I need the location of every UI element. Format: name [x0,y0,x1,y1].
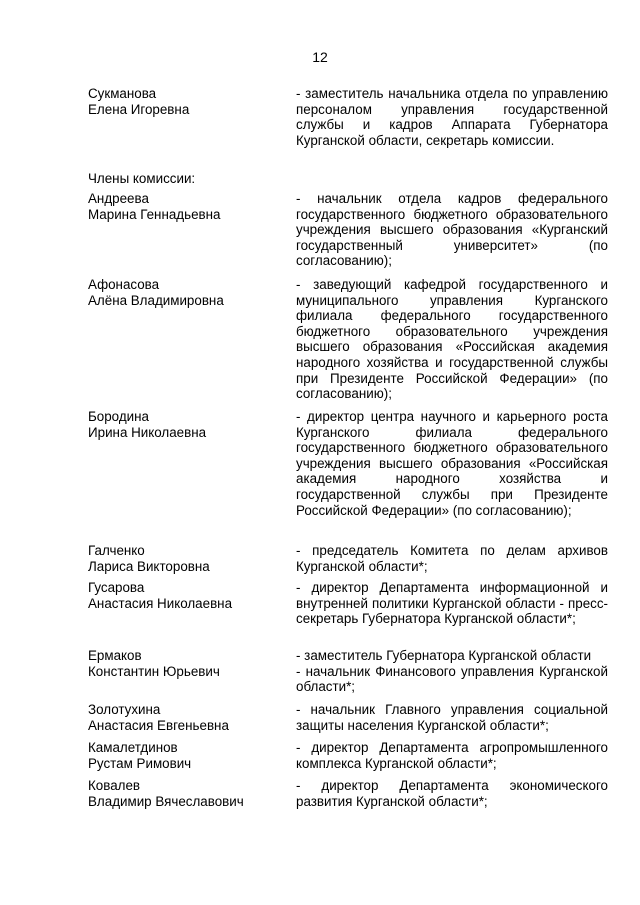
member-surname: Сукманова [88,86,157,101]
member-name [88,277,288,308]
member-role [296,277,608,402]
member-role [296,580,608,627]
member-name [88,86,288,117]
member-given-name: Рустам Римович [88,755,192,771]
member-given-name: Лариса Викторовна [88,558,210,574]
member-given-name: Константин Юрьевич [88,663,220,679]
member-surname: Камалетдинов [88,740,178,755]
member-role-line: - заведующий кафедрой государственного и муниципального управления Курганского филиала федерального государственного бюджетного образовательного учреждения высшего образования «Российская академия народного хозяйства и государственной службы при Президенте Российской Федерации» (по согласованию); [296,277,608,402]
member-role [296,409,608,518]
member-surname: Ковалев [88,778,141,793]
member-given-name: Марина Геннадьевна [88,206,221,222]
member-surname: Андреева [88,191,149,206]
member-role-line: - заместитель начальника отдела по управлению персоналом управления государственной службы и кадров Аппарата Губернатора Курганской области, секретарь комиссии. [296,86,608,148]
member-name [88,409,288,440]
member-given-name: Алёна Владимировна [88,292,224,308]
member-name [88,740,288,771]
member-role-line: - директор Департамента агропромышленного комплекса Курганской области*; [296,740,608,771]
member-role-line: - директор Департамента экономического развития Курганской области*; [296,778,608,809]
section-heading-members: Члены комиссии: [88,171,196,186]
member-role [296,648,608,695]
page-number: 12 [312,49,328,65]
member-role [296,191,608,269]
member-role-line: - директор Департамента информационной и внутренней политики Курганской области - пресс-секретарь Губернатора Курганской области*; [296,580,608,627]
member-given-name: Ирина Николаевна [88,424,207,440]
member-name [88,191,288,222]
member-name [88,543,288,574]
member-given-name: Владимир Вячеславович [88,793,244,809]
member-role-line: - председатель Комитета по делам архивов Курганской области*; [296,543,608,574]
member-surname: Галченко [88,543,145,558]
member-name [88,580,288,611]
member-role-line: - заместитель Губернатора Курганской области [296,648,592,663]
member-surname: Афонасова [88,277,160,292]
member-role-line: - начальник отдела кадров федерального государственного бюджетного образовательного учреждения высшего образования «Курганский государственный университет» (по согласованию); [296,191,608,269]
member-surname: Гусарова [88,580,145,595]
member-given-name: Анастасия Евгеньевна [88,717,229,733]
member-role [296,543,608,574]
member-name [88,702,288,733]
member-role [296,86,608,148]
member-given-name: Анастасия Николаевна [88,595,233,611]
member-name [88,778,288,809]
member-role-line: - начальник Главного управления социальной защиты населения Курганской области*; [296,702,608,733]
member-surname: Золотухина [88,702,161,717]
member-role [296,740,608,771]
member-given-name: Елена Игоревна [88,101,190,117]
member-surname: Ермаков [88,648,142,663]
member-surname: Бородина [88,409,149,424]
member-name [88,648,288,679]
member-role [296,778,608,809]
member-role-line: - директор центра научного и карьерного роста Курганского филиала федерального государственного бюджетного образовательного учреждения высшего образования «Российская академия народного хозяйства и государственной службы при Президенте Российской Федерации» (по согласованию); [296,409,608,518]
member-role [296,702,608,733]
member-role-line: - начальник Финансового управления Курганской области*; [296,663,608,695]
